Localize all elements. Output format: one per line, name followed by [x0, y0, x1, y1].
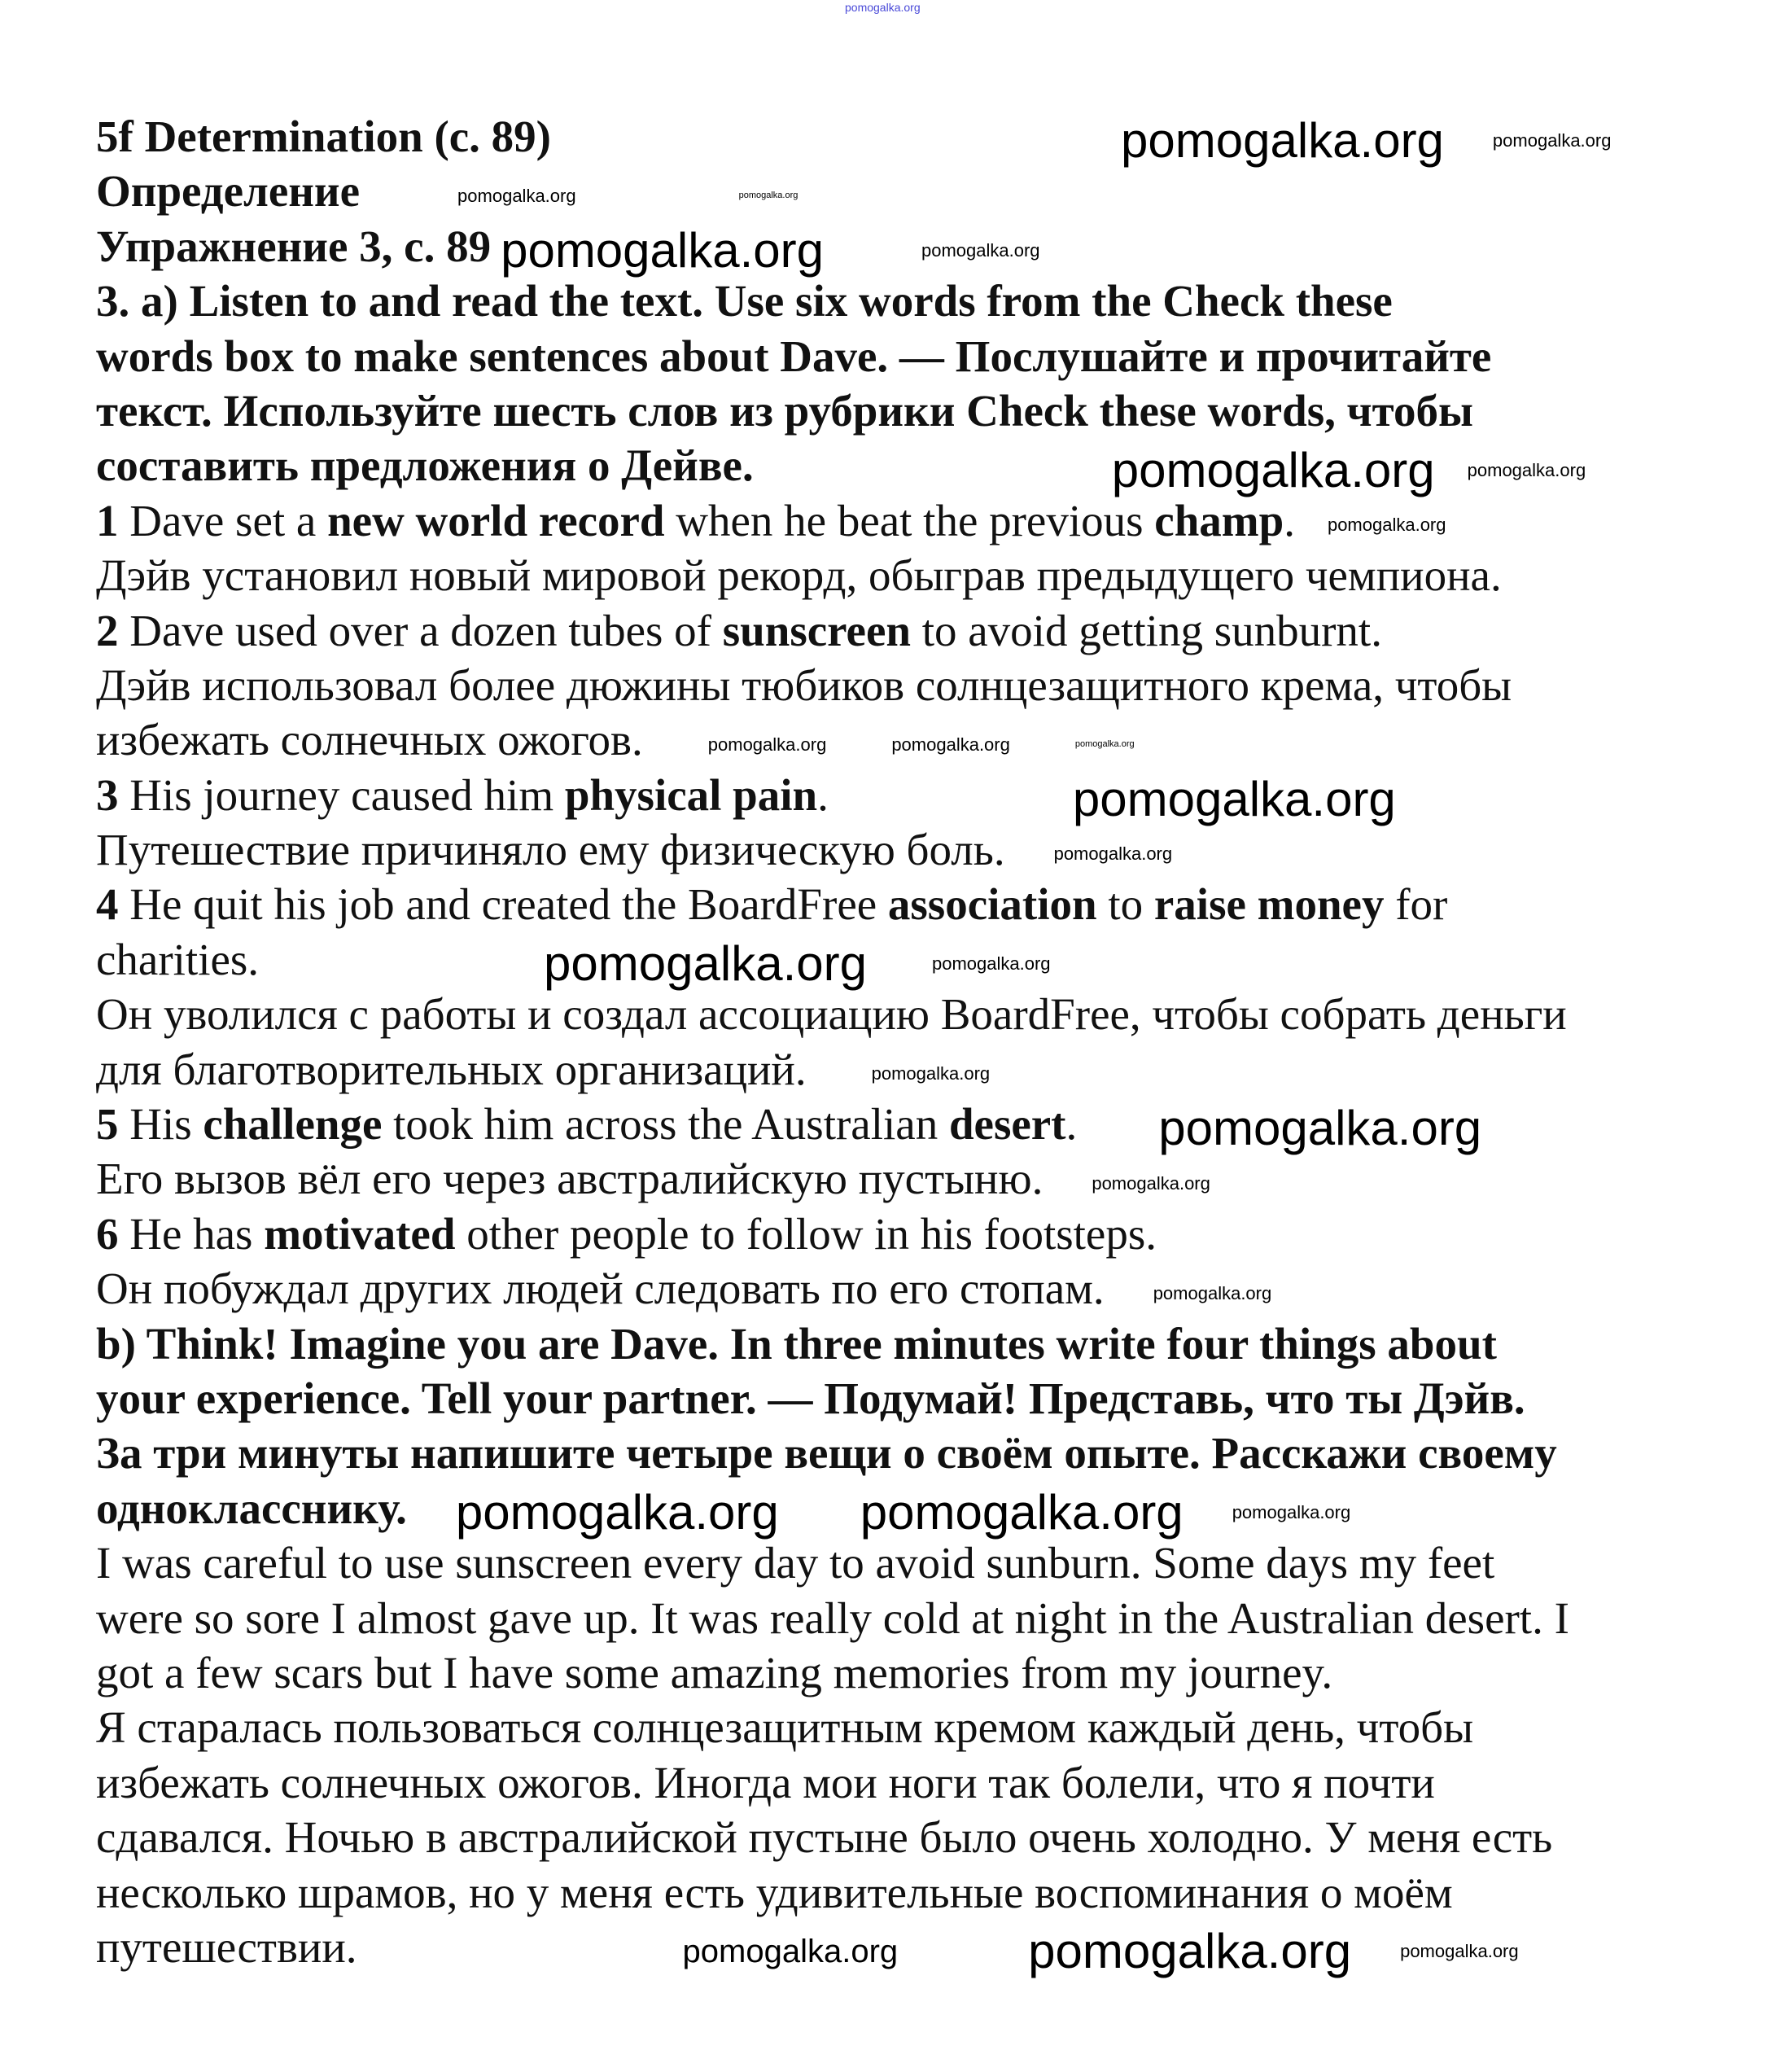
watermark: pomogalka.org	[738, 191, 798, 201]
heading-line	[96, 274, 1611, 328]
text: to	[1096, 879, 1154, 930]
heading-line	[96, 329, 1611, 383]
watermark: pomogalka.org	[860, 1485, 1184, 1540]
text-line	[96, 1151, 1611, 1206]
watermark: pomogalka.org	[1028, 1924, 1352, 1979]
text-line	[96, 1700, 1611, 1754]
heading-line	[96, 164, 1611, 218]
text: Я старалась пользоваться солнцезащитным кремом каждый день, чтобы	[96, 1702, 1474, 1753]
text-line	[96, 1591, 1611, 1645]
bold-text: champ	[1154, 495, 1284, 545]
text-line	[96, 877, 1611, 931]
text-line	[96, 1645, 1611, 1700]
text: .	[1284, 495, 1295, 545]
bold-text: new world record	[327, 495, 665, 545]
text: b) Think! Imagine you are Dave. In three minutes write four things about	[96, 1318, 1497, 1369]
text: took him across the Australian	[382, 1099, 949, 1150]
heading-line	[96, 1481, 1611, 1540]
text: составить предложения о Дейве.	[96, 440, 754, 491]
watermark: pomogalka.org	[891, 734, 1010, 755]
text: Дэйв установил новый мировой рекорд, обыграв предыдущего чемпиона.	[96, 550, 1502, 601]
text: Упражнение 3, с. 89	[96, 221, 492, 271]
watermark: pomogalka.org	[845, 1, 921, 14]
watermark: pomogalka.org	[1400, 1941, 1519, 1962]
heading-line	[96, 1371, 1611, 1426]
text: путешествии.	[96, 1921, 357, 1972]
bold-text: 4	[96, 879, 119, 930]
text: Он побуждал других людей следовать по его стопам.	[96, 1264, 1105, 1314]
watermark: pomogalka.org	[707, 734, 827, 755]
text-line	[96, 1207, 1611, 1261]
text: несколько шрамов, но у меня есть удивительные воспоминания о моём	[96, 1867, 1453, 1917]
text-line	[96, 1535, 1611, 1590]
watermark: pomogalka.org	[871, 1063, 991, 1084]
watermark: pomogalka.org	[1092, 1172, 1210, 1194]
watermark: pomogalka.org	[1492, 130, 1612, 151]
text-line	[96, 548, 1611, 602]
bold-text: sunscreen	[722, 605, 911, 655]
text: when he beat the previous	[664, 495, 1155, 545]
heading-line	[96, 1426, 1611, 1480]
watermark: pomogalka.org	[921, 240, 1040, 261]
text: однокласснику.	[96, 1483, 407, 1533]
text: .	[1065, 1099, 1078, 1150]
text: words box to make sentences about Dave. — Послушайте и прочитайте	[96, 331, 1492, 381]
watermark: pomogalka.org	[1111, 442, 1435, 497]
text: 5f Determination (с. 89)	[96, 112, 551, 161]
watermark: pomogalka.org	[1074, 739, 1135, 750]
watermark: pomogalka.org	[1158, 1101, 1482, 1156]
bold-text: 5	[96, 1099, 119, 1150]
text: to avoid getting sunburnt.	[910, 605, 1382, 655]
watermark: pomogalka.org	[931, 953, 1051, 975]
text: I was careful to use sunscreen every day to avoid sunburn. Some days my feet	[96, 1538, 1495, 1588]
text-line	[96, 822, 1611, 877]
text: other people to follow in his footsteps.	[455, 1208, 1157, 1259]
text-line	[96, 1810, 1611, 1864]
text: сдавался. Ночью в австралийской пустыне было очень холодно. У меня есть	[96, 1812, 1553, 1863]
text: your experience. Tell your partner. — Подумай! Представь, что ты Дэйв.	[96, 1373, 1525, 1423]
document-body	[96, 109, 1612, 1979]
text-line	[96, 1920, 1611, 1979]
bold-text: physical pain	[564, 769, 818, 820]
text: He has	[118, 1208, 265, 1259]
text: текст. Используйте шесть слов из рубрики Check these words, чтобы	[96, 385, 1473, 436]
bold-text: raise money	[1153, 879, 1385, 930]
watermark: pomogalka.org	[1327, 515, 1446, 536]
text: За три минуты напишите четыре вещи о своём опыте. Расскажи своему	[96, 1428, 1557, 1478]
watermark: pomogalka.org	[544, 936, 867, 992]
watermark: pomogalka.org	[455, 1485, 779, 1540]
text: were so sore I almost gave up. It was really cold at night in the Australian desert. I	[96, 1592, 1569, 1643]
text: His journey caused him	[118, 769, 565, 820]
bold-text: 3	[96, 769, 119, 820]
watermark: pomogalka.org	[1232, 1502, 1351, 1523]
heading-line	[96, 219, 1611, 278]
text: Его вызов вёл его через австралийскую пустыню.	[96, 1154, 1044, 1204]
text: Dave set a	[118, 495, 328, 545]
text: for	[1384, 879, 1448, 930]
heading-line	[96, 1316, 1611, 1371]
text: Определение	[96, 166, 361, 217]
text-line	[96, 1261, 1611, 1316]
text-line	[96, 712, 1611, 767]
text: His	[118, 1099, 203, 1150]
bold-text: 2	[96, 605, 119, 655]
heading-line	[96, 438, 1611, 497]
bold-text: motivated	[264, 1208, 456, 1259]
text: charities.	[96, 934, 260, 984]
text-line	[96, 932, 1611, 992]
text-line	[96, 658, 1611, 712]
bold-text: 1	[96, 495, 119, 545]
watermark: pomogalka.org	[501, 223, 824, 278]
heading-line	[96, 383, 1611, 438]
watermark: pomogalka.org	[457, 185, 576, 206]
text-line	[96, 1865, 1611, 1920]
text: Дэйв использовал более дюжины тюбиков солнцезащитного крема, чтобы	[96, 659, 1512, 710]
bold-text: challenge	[203, 1099, 383, 1150]
bold-text: 6	[96, 1208, 119, 1259]
text: 3. a) Listen to and read the text. Use six words from the Check these	[96, 276, 1393, 326]
text-line	[96, 1755, 1611, 1810]
text: Путешествие причиняло ему физическую боль.	[96, 825, 1005, 875]
text: He quit his job and created the BoardFree	[118, 879, 888, 930]
text-line	[96, 1097, 1611, 1156]
text: избежать солнечных ожогов. Иногда мои ноги так болели, что я почти	[96, 1757, 1435, 1807]
bold-text: association	[887, 879, 1097, 930]
heading-line	[96, 109, 1612, 169]
text-line	[96, 1042, 1611, 1097]
watermark: pomogalka.org	[1153, 1282, 1272, 1303]
text: got a few scars but I have some amazing memories from my journey.	[96, 1647, 1333, 1697]
text: для благотворительных организаций.	[96, 1044, 807, 1094]
bold-text: desert	[948, 1099, 1066, 1150]
text-line	[96, 987, 1611, 1041]
watermark: pomogalka.org	[1053, 843, 1173, 865]
text: Dave used over a dozen tubes of	[118, 605, 723, 655]
watermark: pomogalka.org	[1467, 459, 1586, 480]
text: .	[817, 769, 829, 820]
text-line	[96, 768, 1611, 827]
watermark: pomogalka.org	[1072, 772, 1396, 827]
text: избежать солнечных ожогов.	[96, 715, 643, 765]
text-line	[96, 493, 1611, 548]
text-line	[96, 603, 1611, 658]
watermark: pomogalka.org	[682, 1934, 899, 1970]
watermark: pomogalka.org	[1121, 113, 1444, 169]
text: Он уволился с работы и создал ассоциацию BoardFree, чтобы собрать деньги	[96, 989, 1567, 1040]
